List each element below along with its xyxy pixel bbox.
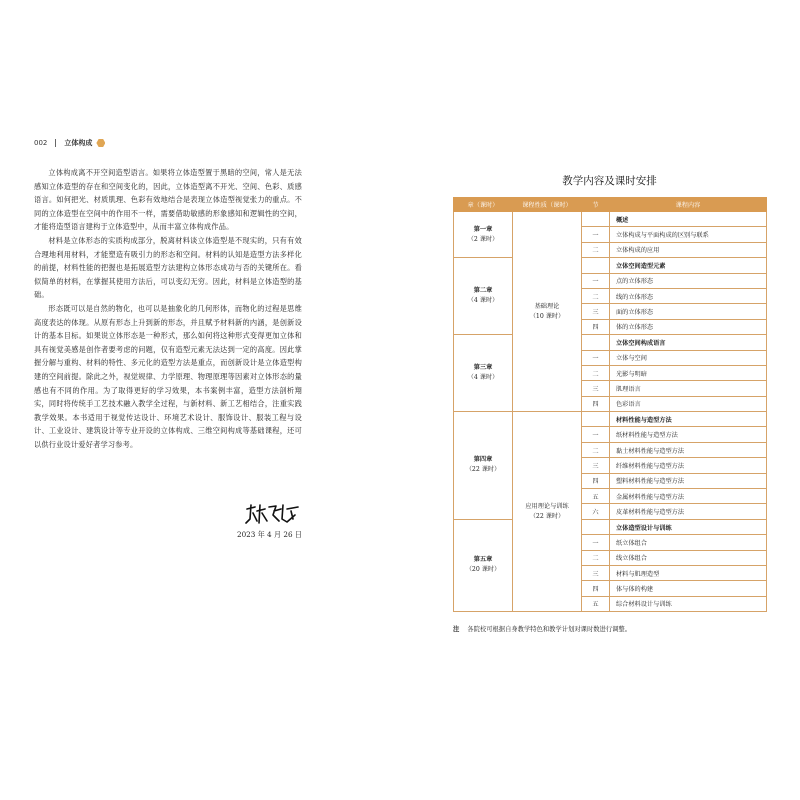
course-nature-label: 基础理论 — [534, 302, 560, 310]
preface-paragraph: 形态既可以是自然的物化，也可以是抽象化的几何形体，而物化的过程是思维高度表达的体现。从原有形态上升到新的形态，并且赋予材料新的内涵，是创新设计的基本目标。如果说立体形态是一种形式，那么如何将这种形式变得更加立体和具有视觉美感是创作者要考虑的问题，仅有造型元素无法达到一定的高度。因此掌握分解与重构、材料的特性、多元化的造型方法是重点，而创新设计是立体造型构建的空间前提。除此之外，视觉规律、力学原理、物理原理等因素对立体形态的量感也有不同的作用。为了取得更好的学习效果，本书案例丰富，造型方法剖析翔实，同时将传统手工艺技术融入教学全过程，与新材料、新工艺相结合，注重实践教学效果。本书适用于视觉传达设计、环境艺术设计、服饰设计、服装工程与设计、工业设计、建筑设计等专业开设的立体构成、三维空间构成等基础课程，还可以供行业设计爱好者学习参考。 — [34, 303, 302, 449]
section-number: 六 — [582, 504, 610, 519]
chapter-heading: 概述 — [610, 212, 767, 227]
note-label: 注 — [453, 626, 460, 633]
table-row — [454, 519, 767, 534]
section-number: 一 — [582, 350, 610, 365]
chapter-cell — [454, 335, 513, 412]
chapter-hours: （4 课时） — [467, 374, 499, 382]
section-number-cell — [582, 412, 610, 427]
preface-date: 2023 年 4 月 26 日 — [237, 530, 302, 539]
section-content: 体的立体形态 — [610, 319, 767, 334]
header-divider — [55, 139, 56, 147]
table-row — [454, 335, 767, 350]
section-number: 四 — [582, 581, 610, 596]
section-content: 立体构成的应用 — [610, 242, 767, 257]
section-number: 五 — [582, 489, 610, 504]
section-number-cell — [582, 519, 610, 534]
table-row — [454, 412, 767, 427]
preface-paragraph: 材料是立体形态的实质构成部分，脱离材料谈立体造型是不现实的，只有有效合理地利用材料，才能塑造有吸引力的形态和空间。材料的认知是造型方法多样化的前提，材料性能的把握也是拓展造型方法建构立体形态成功与否的关键所在。看似简单的材料，在掌握其使用方法后，可以变幻无穷。因此，材料是立体造型的基础。 — [34, 235, 302, 300]
section-number: 一 — [582, 535, 610, 550]
section-number-cell — [582, 258, 610, 273]
signature-image — [243, 499, 303, 527]
chapter-name: 第一章 — [473, 225, 493, 233]
chapter-cell — [454, 412, 513, 520]
chapter-cell — [454, 258, 513, 335]
section-number: 四 — [582, 396, 610, 411]
column-header: 课程性质（课时） — [513, 198, 582, 212]
chapter-heading: 立体空间造型元素 — [610, 258, 767, 273]
section-content: 色彩语言 — [610, 396, 767, 411]
section-content: 皮革材料性能与造型方法 — [610, 504, 767, 519]
column-header: 节 — [582, 198, 610, 212]
section-number: 二 — [582, 365, 610, 380]
table-row — [454, 212, 767, 227]
chapter-hours: （20 课时） — [465, 566, 501, 574]
section-number: 一 — [582, 227, 610, 242]
section-number: 三 — [582, 458, 610, 473]
table-header-row — [454, 198, 767, 212]
chapter-heading: 材料性能与造型方法 — [610, 412, 767, 427]
section-content: 材料与肌理造型 — [610, 565, 767, 580]
course-nature-cell — [513, 412, 582, 612]
section-content: 肌理语言 — [610, 381, 767, 396]
section-number: 四 — [582, 319, 610, 334]
chapter-heading: 立体造型设计与训练 — [610, 519, 767, 534]
chapter-cell — [454, 212, 513, 258]
section-number: 二 — [582, 242, 610, 257]
preface-text — [34, 166, 302, 451]
page-header — [34, 137, 105, 149]
section-content: 塑料材料性能与造型方法 — [610, 473, 767, 488]
section-number: 二 — [582, 288, 610, 303]
course-nature-hours: （22 课时） — [529, 512, 565, 520]
page-number: 002 — [34, 139, 48, 147]
section-number: 三 — [582, 304, 610, 319]
table-row — [454, 258, 767, 273]
preface-paragraph: 立体构成离不开空间造型语言。如果将立体造型置于黑暗的空间，常人是无法感知立体造型的存在和空间变化的，因此，立体造型离不开光、空间、色彩、质感语言。如何把光、材质肌理、色彩有效地结合是表现立体造型视觉张力的重点。不同的立体造型在空间中的作用不一样，需要借助敏感的形象感知和逻辑性的空间，才能将造型语言建构于立体造型中，从而丰富立体构成作品。 — [34, 168, 302, 232]
section-content: 综合材料设计与训练 — [610, 596, 767, 611]
section-content: 金属材料性能与造型方法 — [610, 489, 767, 504]
course-nature-cell — [513, 212, 582, 412]
section-content: 面的立体形态 — [610, 304, 767, 319]
section-number: 三 — [582, 381, 610, 396]
section-number: 一 — [582, 427, 610, 442]
section-content: 线的立体形态 — [610, 288, 767, 303]
section-number: 四 — [582, 473, 610, 488]
table-note — [453, 624, 766, 633]
section-content: 立体构成与平面构成的区别与联系 — [610, 227, 767, 242]
chapter-name: 第四章 — [473, 456, 493, 464]
section-content: 光影与明暗 — [610, 365, 767, 380]
section-content: 黏土材料性能与造型方法 — [610, 442, 767, 457]
section-content: 体与体的构建 — [610, 581, 767, 596]
section-content: 纸材料性能与造型方法 — [610, 427, 767, 442]
chapter-name: 第三章 — [473, 364, 493, 372]
hexagon-icon — [96, 139, 105, 147]
chapter-cell — [454, 519, 513, 611]
schedule-title: 教学内容及课时安排 — [562, 175, 657, 187]
section-content: 点的立体形态 — [610, 273, 767, 288]
chapter-heading: 立体空间构成语言 — [610, 335, 767, 350]
course-nature-hours: （10 课时） — [529, 312, 565, 320]
schedule-table — [453, 197, 767, 612]
section-number-cell — [582, 335, 610, 350]
section-number: 二 — [582, 550, 610, 565]
section-number: 三 — [582, 565, 610, 580]
note-text: 各院校可根据自身教学特色和教学计划对课时数进行调整。 — [467, 626, 632, 633]
schedule-body — [454, 212, 767, 612]
section-number: 二 — [582, 442, 610, 457]
chapter-name: 第二章 — [473, 287, 493, 295]
course-nature-label: 应用理论与训练 — [525, 502, 569, 510]
column-header: 课程内容 — [610, 198, 767, 212]
chapter-hours: （2 课时） — [467, 235, 499, 243]
column-header: 章（课时） — [454, 198, 513, 212]
section-content: 线立体组合 — [610, 550, 767, 565]
section-content: 立体与空间 — [610, 350, 767, 365]
section-number: 一 — [582, 273, 610, 288]
chapter-hours: （22 课时） — [465, 466, 501, 474]
section-number-cell — [582, 212, 610, 227]
section-content: 纤维材料性能与造型方法 — [610, 458, 767, 473]
section-number: 五 — [582, 596, 610, 611]
section-title: 立体构成 — [64, 139, 93, 147]
chapter-hours: （4 课时） — [467, 297, 499, 305]
section-content: 纸立体组合 — [610, 535, 767, 550]
chapter-name: 第五章 — [473, 556, 493, 564]
